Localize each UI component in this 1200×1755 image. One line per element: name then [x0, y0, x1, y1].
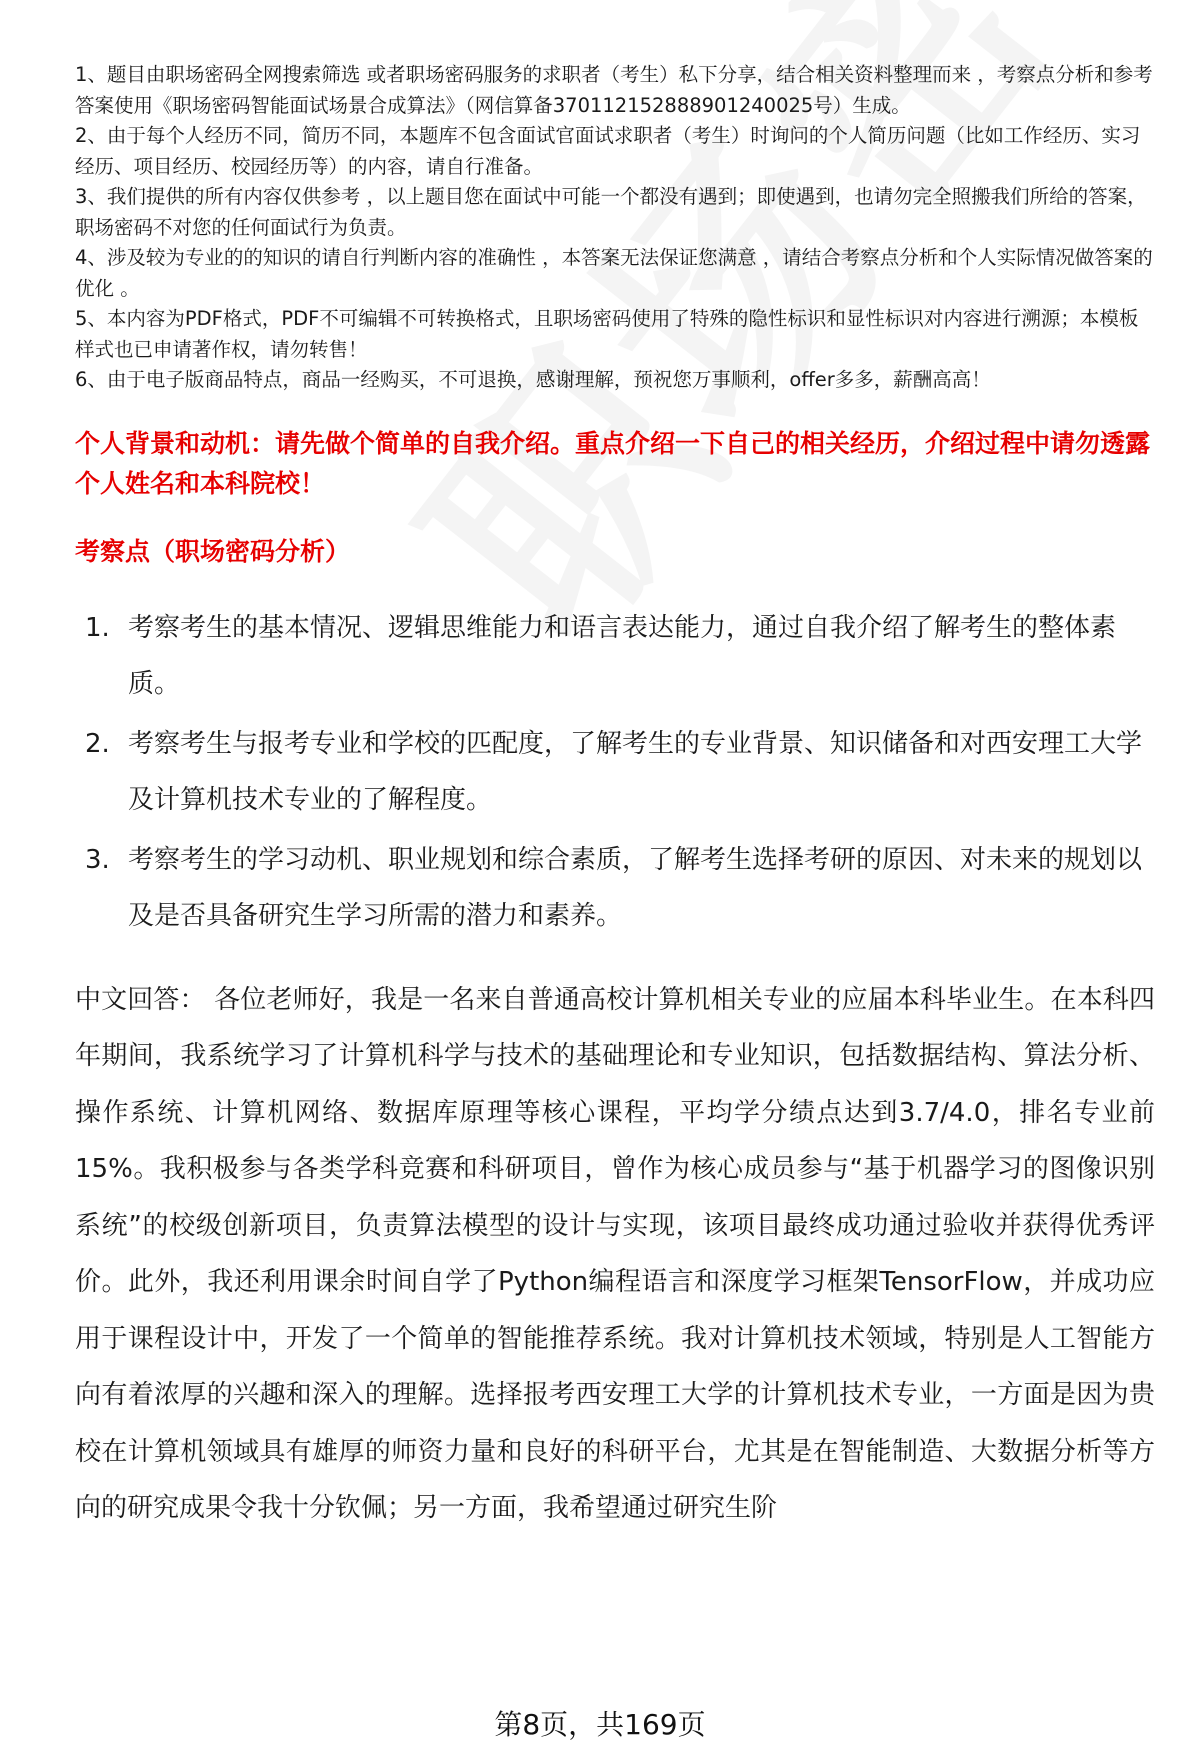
note-item: 6、由于电子版商品特点，商品一经购买，不可退换，感谢理解，预祝您万事顺利，offer多多，薪酬高高！	[75, 368, 991, 391]
page-footer: 第8页，共169页	[494, 1708, 706, 1741]
note-item: 2、由于每个人经历不同，简历不同，本题库不包含面试官面试求职者（考生）时询问的个人简历问题（比如工作经历、实习经历、项目经历、校园经历等）的内容，请自行准备。	[75, 124, 1141, 178]
note-item: 4、涉及较为专业的的知识的请自行判断内容的准确性 ，本答案无法保证您满意 ，请结合考察点分析和个人实际情况做答案的优化 。	[75, 246, 1153, 300]
note-item: 1、题目由职场密码全网搜索筛选 或者职场密码服务的求职者（考生）私下分享，结合相关资料整理而来 ，考察点分析和参考答案使用《职场密码智能面试场景合成算法》（网信算备370112152888901240025号）生成。	[75, 63, 1153, 117]
point-text: 考察考生的基本情况、逻辑思维能力和语言表达能力，通过自我介绍了解考生的整体素质。	[128, 612, 1117, 699]
question-heading: 个人背景和动机：请先做个简单的自我介绍。重点介绍一下自己的相关经历，介绍过程中请勿透露个人姓名和本科院校！	[75, 428, 1151, 498]
point-number: 3.	[85, 844, 110, 875]
point-text: 考察考生与报考专业和学校的匹配度，了解考生的专业背景、知识储备和对西安理工大学及计算机技术专业的了解程度。	[128, 728, 1143, 815]
point-item	[75, 832, 1155, 944]
point-number: 1.	[85, 612, 110, 643]
point-text: 考察考生的学习动机、职业规划和综合素质，了解考生选择考研的原因、对未来的规划以及是否具备研究生学习所需的潜力和素养。	[128, 844, 1143, 931]
note-item: 5、本内容为PDF格式，PDF不可编辑不可转换格式，且职场密码使用了特殊的隐性标识和显性标识对内容进行溯源；本模板样式也已申请著作权，请勿转售！	[75, 307, 1139, 361]
document-page	[75, 60, 1155, 1563]
answer-paragraph: 中文回答： 各位老师好，我是一名来自普通高校计算机相关专业的应届本科毕业生。在本科四年期间，我系统学习了计算机科学与技术的基础理论和专业知识，包括数据结构、算法分析、操作系统、计算机网络、数据库原理等核心课程，平均学分绩点达到3.7/4.0，排名专业前15%。我积极参与各类学科竞赛和科研项目，曾作为核心成员参与“基于机器学习的图像识别系统”的校级创新项目，负责算法模型的设计与实现，该项目最终成功通过验收并获得优秀评价。此外，我还利用课余时间自学了Python编程语言和深度学习框架TensorFlow，并成功应用于课程设计中，开发了一个简单的智能推荐系统。我对计算机技术领域，特别是人工智能方向有着浓厚的兴趣和深入的理解。选择报考西安理工大学的计算机技术专业，一方面是因为贵校在计算机领域具有雄厚的师资力量和良好的科研平台，尤其是在智能制造、大数据分析等方向的研究成果令我十分钦佩；另一方面，我希望通过研究生阶	[75, 984, 1155, 1523]
point-item	[75, 716, 1155, 828]
notes-list	[75, 60, 1155, 396]
points-list	[75, 600, 1155, 944]
point-number: 2.	[85, 728, 110, 759]
point-item	[75, 600, 1155, 712]
note-item: 3、我们提供的所有内容仅供参考 ，以上题目您在面试中可能一个都没有遇到；即使遇到，也请勿完全照搬我们所给的答案，职场密码不对您的任何面试行为负责。	[75, 185, 1147, 239]
points-heading: 考察点（职场密码分析）	[75, 536, 351, 566]
